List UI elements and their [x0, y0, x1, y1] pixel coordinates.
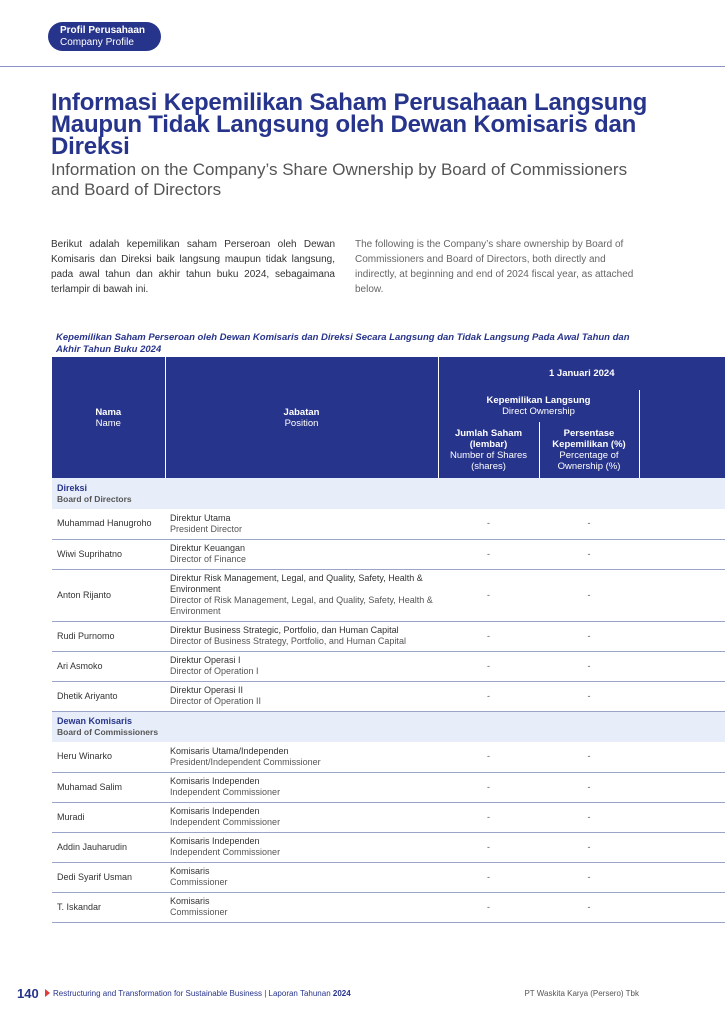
table-row	[52, 651, 725, 681]
group-cell	[52, 478, 725, 509]
group-title-en: Board of Commissioners	[57, 726, 159, 737]
percentage-value: -	[539, 892, 639, 922]
shares-value: -	[438, 892, 539, 922]
position-id: Direktur Keuangan	[170, 543, 246, 553]
table-row	[52, 802, 725, 832]
extra-cell	[639, 569, 725, 621]
position-en: Commissioner	[170, 907, 228, 917]
position-id: Direktur Business Strategic, Portfolio, dan Human Capital	[170, 625, 399, 635]
person-position	[165, 509, 438, 539]
col-header-direct: Kepemilikan Langsung Direct Ownership	[438, 390, 639, 422]
triangle-icon	[45, 989, 50, 997]
page-number: 140	[17, 986, 39, 1001]
percentage-value: -	[539, 832, 639, 862]
position-id: Komisaris Independen	[170, 776, 260, 786]
position-en: President Director	[170, 523, 243, 534]
position-en: Director of Risk Management, Legal, and Quality, Safety, Health & Environment	[170, 595, 433, 616]
percentage-value: -	[539, 569, 639, 621]
person-name: Wiwi Suprihatno	[52, 539, 165, 569]
section-label-id: Profil Perusahaan	[60, 25, 146, 36]
percentage-value: -	[539, 621, 639, 651]
intro-paragraph-id: Berikut adalah kepemilikan saham Perseroan oleh Dewan Komisaris dan Direksi baik langsung maupun tidak langsung, pada awal tahun dan akhir tahun buku 2024, sebagaimana terlampir di bawah ini.	[51, 239, 335, 295]
position-en: Commissioner	[170, 877, 228, 887]
header-divider	[0, 66, 725, 67]
percentage-value: -	[539, 651, 639, 681]
footer-theme: Restructuring and Transformation for Sustainable Business | Laporan Tahunan 2024	[53, 989, 351, 998]
person-name: Muradi	[52, 802, 165, 832]
col-header-shares: Jumlah Saham (lembar) Number of Shares (shares)	[438, 422, 539, 478]
shares-value: -	[438, 802, 539, 832]
position-en: Director of Operation I	[170, 666, 259, 676]
person-position	[165, 621, 438, 651]
person-position	[165, 862, 438, 892]
table-row	[52, 772, 725, 802]
group-title-id: Direksi	[57, 482, 88, 493]
person-name: T. Iskandar	[52, 892, 165, 922]
shares-value: -	[438, 742, 539, 772]
percentage-value: -	[539, 862, 639, 892]
percentage-value: -	[539, 742, 639, 772]
person-name: Ari Asmoko	[52, 651, 165, 681]
person-name: Rudi Purnomo	[52, 621, 165, 651]
position-en: Independent Commissioner	[170, 817, 281, 827]
position-en: Director of Operation II	[170, 696, 262, 706]
page-subtitle: Information on the Company’s Share Ownership by Board of Commissioners and Board of Directors	[51, 160, 628, 199]
person-position	[165, 539, 438, 569]
shares-value: -	[438, 772, 539, 802]
position-id: Direktur Risk Management, Legal, and Quality, Safety, Health & Environment	[170, 573, 423, 594]
table-row	[52, 832, 725, 862]
extra-cell	[639, 862, 725, 892]
position-id: Direktur Operasi I	[170, 655, 241, 665]
person-position	[165, 802, 438, 832]
section-badge	[48, 22, 161, 51]
shares-value: -	[438, 621, 539, 651]
percentage-value: -	[539, 772, 639, 802]
col-header-percentage: Persentase Kepemilikan (%) Percentage of Ownership (%)	[539, 422, 639, 478]
shares-value: -	[438, 539, 539, 569]
table-row	[52, 569, 725, 621]
position-id: Komisaris Independen	[170, 836, 260, 846]
extra-cell	[639, 772, 725, 802]
table-caption: Kepemilikan Saham Perseroan oleh Dewan Komisaris dan Direksi Secara Langsung dan Tidak Langsung Pada Awal Tahun dan Akhir Tahun Buku 2024	[56, 332, 630, 355]
extra-cell	[639, 621, 725, 651]
person-name: Dhetik Ariyanto	[52, 681, 165, 711]
group-title-en: Board of Directors	[57, 493, 132, 504]
extra-cell	[639, 651, 725, 681]
group-title-id: Dewan Komisaris	[57, 715, 133, 726]
person-name: Muhamad Salim	[52, 772, 165, 802]
table-body	[52, 478, 725, 922]
extra-cell	[639, 509, 725, 539]
position-en: President/Independent Commissioner	[170, 756, 321, 767]
person-position	[165, 742, 438, 772]
position-en: Director of Finance	[170, 554, 247, 564]
table-row	[52, 539, 725, 569]
group-cell	[52, 711, 725, 742]
table-row	[52, 621, 725, 651]
ownership-table	[52, 357, 725, 923]
table-row	[52, 681, 725, 711]
extra-cell	[639, 802, 725, 832]
table-row	[52, 862, 725, 892]
table-row	[52, 742, 725, 772]
footer-company: PT Waskita Karya (Persero) Tbk	[524, 989, 639, 998]
position-id: Direktur Utama	[170, 512, 231, 523]
position-id: Komisaris Independen	[170, 806, 260, 816]
extra-cell	[639, 539, 725, 569]
percentage-value: -	[539, 509, 639, 539]
person-name: Anton Rijanto	[52, 569, 165, 621]
group-row	[52, 478, 725, 509]
table-row	[52, 892, 725, 922]
person-position	[165, 569, 438, 621]
position-id: Komisaris	[170, 896, 210, 906]
col-header-date: 1 Januari 2024	[438, 357, 725, 390]
percentage-value: -	[539, 539, 639, 569]
shares-value: -	[438, 681, 539, 711]
extra-cell	[639, 832, 725, 862]
extra-cell	[639, 892, 725, 922]
person-name: Addin Jauharudin	[52, 832, 165, 862]
position-id: Komisaris	[170, 866, 210, 876]
person-position	[165, 681, 438, 711]
percentage-value: -	[539, 802, 639, 832]
position-en: Independent Commissioner	[170, 787, 281, 797]
position-en: Independent Commissioner	[170, 847, 281, 857]
position-id: Direktur Operasi II	[170, 685, 244, 695]
intro-paragraph-en: The following is the Company’s share ownership by Board of Commissioners and Board of Directors, both directly and indirectly, at beginning and end of 2024 fiscal year, as attached below.	[355, 239, 634, 295]
shares-value: -	[438, 862, 539, 892]
percentage-value: -	[539, 681, 639, 711]
shares-value: -	[438, 832, 539, 862]
col-header-extra	[639, 390, 725, 478]
shares-value: -	[438, 569, 539, 621]
extra-cell	[639, 742, 725, 772]
person-position	[165, 832, 438, 862]
shares-value: -	[438, 509, 539, 539]
position-id: Komisaris Utama/Independen	[170, 745, 289, 756]
col-header-name: Nama Name	[52, 357, 165, 478]
extra-cell	[639, 681, 725, 711]
person-position	[165, 651, 438, 681]
shares-value: -	[438, 651, 539, 681]
position-en: Director of Business Strategy, Portfolio, and Human Capital	[170, 636, 406, 646]
col-header-position: Jabatan Position	[165, 357, 438, 478]
person-name: Heru Winarko	[52, 742, 165, 772]
table-row	[52, 509, 725, 539]
group-row	[52, 711, 725, 742]
person-name: Dedi Syarif Usman	[52, 862, 165, 892]
section-label-en: Company Profile	[60, 37, 134, 48]
page-title: Informasi Kepemilikan Saham Perusahaan Langsung Maupun Tidak Langsung oleh Dewan Komisaris dan Direksi	[51, 89, 648, 160]
person-position	[165, 892, 438, 922]
person-name: Muhammad Hanugroho	[52, 509, 165, 539]
person-position	[165, 772, 438, 802]
